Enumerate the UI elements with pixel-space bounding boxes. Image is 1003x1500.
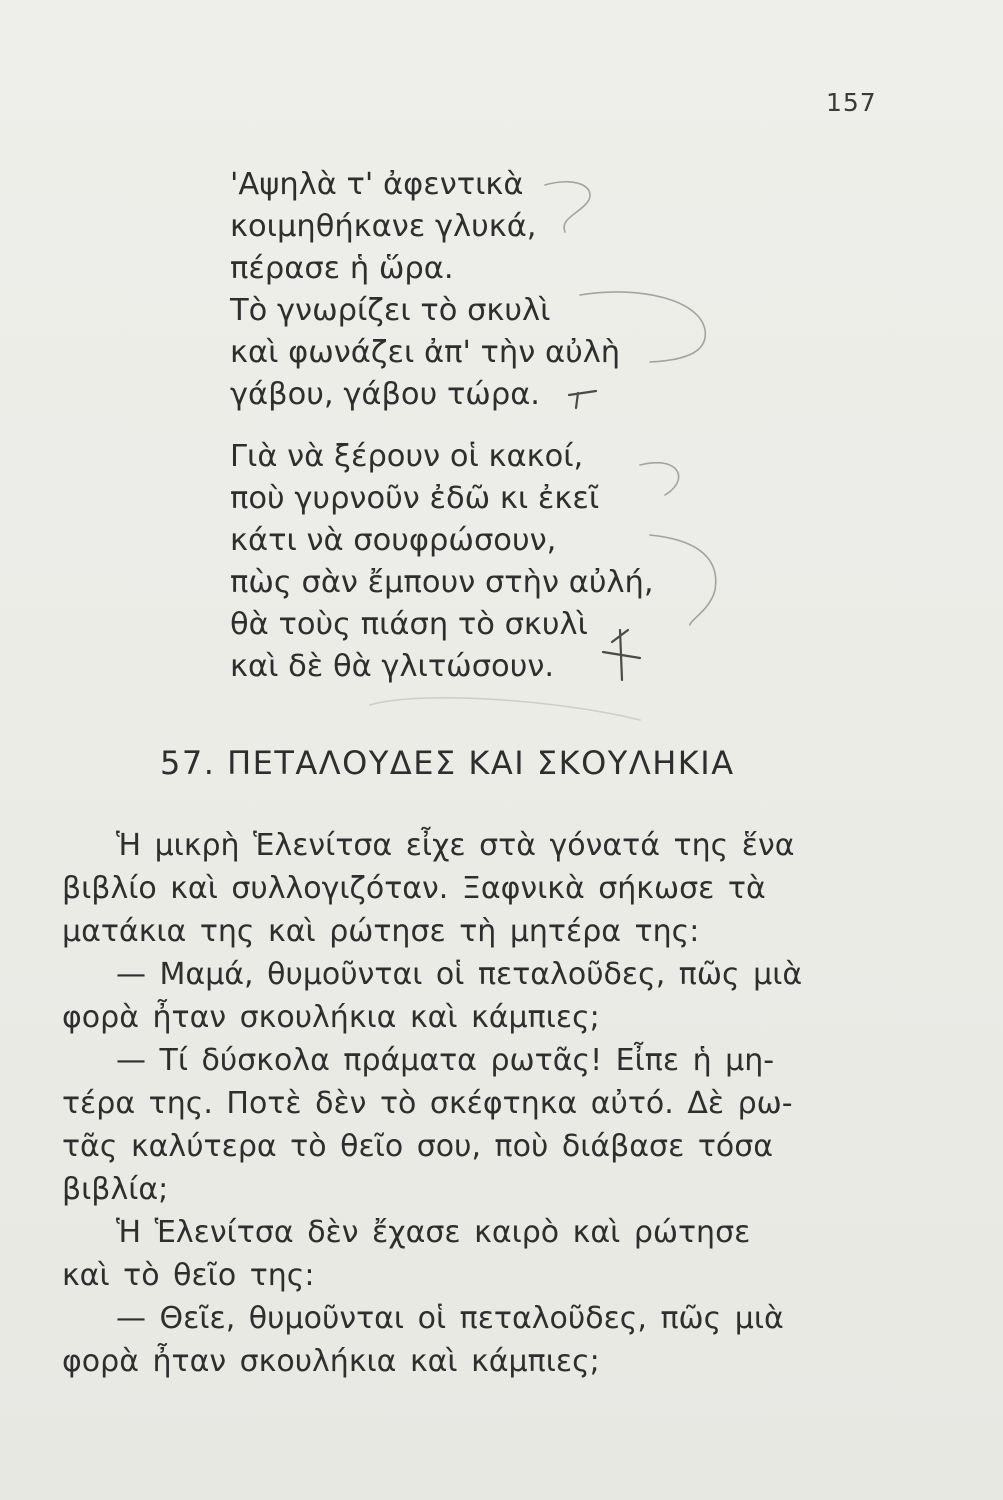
poem-stanza <box>230 436 654 688</box>
prose-line: βιβλίο καὶ συλλογιζόταν. Ξαφνικὰ σήκωσε τὰ <box>62 871 766 906</box>
poem-line: κοιμηθήκανε γλυκά, <box>230 209 537 244</box>
prose-line: φορὰ ἦταν σκουλήκια καὶ κάμπιες; <box>62 1000 600 1035</box>
prose-line: — Τί δύσκολα πράματα ρωτᾶς! Εἶπε ἡ μη- <box>116 1043 775 1078</box>
prose-line: καὶ τὸ θεῖο της: <box>62 1258 315 1293</box>
prose-line: βιβλία; <box>62 1172 169 1207</box>
poem-line: Γιὰ νὰ ξέρουν οἱ κακοί, <box>230 439 584 474</box>
poem-line: πὼς σὰν ἔμπουν στὴν αὐλή, <box>230 565 654 600</box>
poem-stanza <box>230 164 620 416</box>
pencil-bracket-side <box>650 535 716 625</box>
prose-line: — Μαμά, θυμοῦνται οἱ πεταλοῦδες, πῶς μιὰ <box>116 957 803 992</box>
section-heading: 57. ΠΕΤΑΛΟΥΔΕΣ ΚΑΙ ΣΚΟΥΛΗΚΙΑ <box>160 744 735 782</box>
prose-line: φορὰ ἦταν σκουλήκια καὶ κάμπιες; <box>62 1344 600 1379</box>
prose-line: ματάκια της καὶ ρώτησε τὴ μητέρα της: <box>62 914 700 949</box>
page-number: 157 <box>826 88 877 117</box>
prose-line: τέρα της. Ποτὲ δὲν τὸ σκέφτηκα αὐτό. Δὲ ρω- <box>62 1086 793 1121</box>
pencil-faint-curve <box>370 698 640 720</box>
prose-line: Ἡ Ἑλενίτσα δὲν ἔχασε καιρὸ καὶ ρώτησε <box>116 1215 751 1250</box>
poem-line: 'Αψηλὰ τ' ἀφεντικὰ <box>230 167 524 202</box>
poem-line: κάτι νὰ σουφρώσουν, <box>230 523 557 558</box>
prose-line: — Θεῖε, θυμοῦνται οἱ πεταλοῦδες, πῶς μιὰ <box>116 1301 784 1336</box>
poem-line: ποὺ γυρνοῦν ἐδῶ κι ἐκεῖ <box>230 481 600 516</box>
poem-line: καὶ φωνάζει ἀπ' τὴν αὐλὴ <box>230 335 621 370</box>
poem-line: θὰ τοὺς πιάση τὸ σκυλὶ <box>230 607 588 642</box>
poem-line: Τὸ γνωρίζει τὸ σκυλὶ <box>230 293 551 328</box>
poem-line: γάβου, γάβου τώρα. <box>230 377 541 412</box>
prose-body <box>62 824 877 1383</box>
poem-line: καὶ δὲ θὰ γλιτώσουν. <box>230 649 555 684</box>
prose-line: τᾶς καλύτερα τὸ θεῖο σου, ποὺ διάβασε τόσα <box>62 1129 774 1164</box>
prose-line: Ἡ μικρὴ Ἑλενίτσα εἶχε στὰ γόνατά της ἕνα <box>116 828 795 863</box>
poem-line: πέρασε ἡ ὥρα. <box>230 251 454 286</box>
